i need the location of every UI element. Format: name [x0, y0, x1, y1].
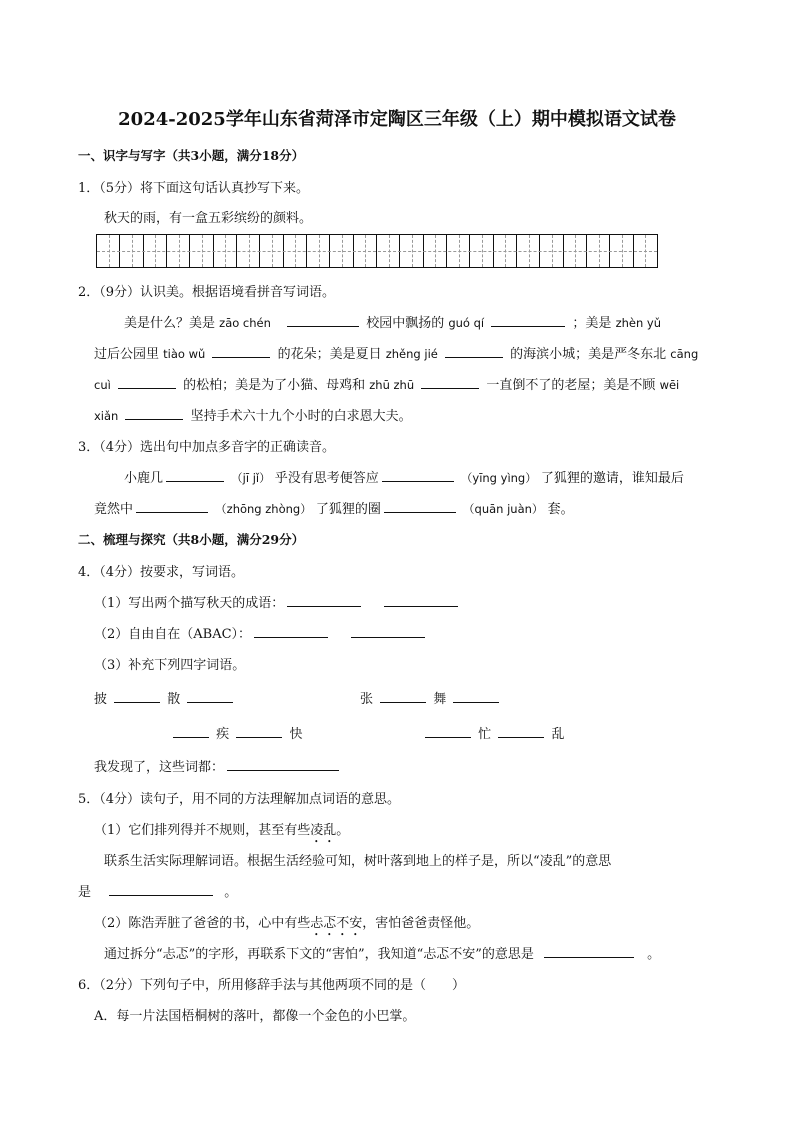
q5-sentence-1 — [94, 819, 349, 846]
answer-blank[interactable] — [287, 313, 359, 327]
answer-blank[interactable] — [109, 882, 213, 896]
q4-sub-2 — [94, 623, 428, 642]
q5-text: 。 — [224, 885, 238, 900]
q5-explain-1: 联系生活实际理解词语。根据生活经验可知，树叶落到地上的样子是，所以“凌乱”的意思 — [104, 854, 612, 869]
q2-text: 的花朵；美是夏日 — [277, 347, 382, 362]
answer-blank[interactable] — [287, 593, 361, 607]
q2-text: 一直倒不了的老屋；美是不顾 — [486, 378, 656, 393]
q3-text: 套。 — [547, 502, 574, 517]
dotted-word: 凌乱 — [310, 823, 337, 838]
q5-text: 。 — [336, 823, 350, 838]
answer-blank[interactable] — [445, 344, 503, 358]
q6-option-a[interactable]: A．每一片法国梧桐树的落叶，都像一个金色的小巴掌。 — [94, 1009, 416, 1024]
idiom-3 — [170, 723, 302, 742]
q3-text: 了狐狸的邀请，谁知最后 — [540, 471, 684, 486]
idiom-char: 散 — [167, 692, 181, 707]
q3-stem: 3．（4分）选出句中加点多音字的正确读音。 — [78, 440, 336, 455]
idiom-char: 披 — [94, 692, 108, 707]
idiom-char: 忙 — [478, 727, 492, 742]
pinyin: wēi — [659, 378, 680, 392]
q5-sentence-2 — [94, 912, 479, 939]
answer-blank[interactable] — [173, 724, 209, 738]
q2-text: 过后公园里 — [94, 347, 160, 362]
q5-explain-2 — [104, 943, 660, 962]
q3-line-1 — [124, 467, 684, 486]
idiom-char: 乱 — [551, 727, 565, 742]
q2-stem: 2．（9分）认识美。根据语境看拼音写词语。 — [78, 285, 336, 300]
q6-stem: 6．（2分）下列句子中，所用修辞手法与其他两项不同的是（ ） — [78, 978, 466, 993]
q5-text: （1）它们排列得并不规则，甚至有些 — [94, 823, 311, 838]
answer-blank[interactable] — [114, 689, 160, 703]
q3-text: 乎没有思考便答应 — [274, 471, 379, 486]
answer-blank[interactable] — [380, 689, 426, 703]
q2-line-3 — [94, 374, 679, 393]
idiom-char: 快 — [289, 727, 303, 742]
section-1-heading: 一、识字与写字（共3小题，满分18分） — [78, 148, 305, 163]
answer-blank[interactable] — [384, 499, 456, 513]
idiom-char: 疾 — [216, 727, 230, 742]
page-title: 2024-2025学年山东省菏泽市定陶区三年级（上）期中模拟语文试卷 — [118, 109, 676, 130]
q4-sub-text: （2）自由自在（ABAC）： — [94, 627, 252, 642]
q2-text: 的海滨小城；美是严冬东北 — [510, 347, 667, 362]
q4-sub-3: （3）补充下列四字词语。 — [94, 658, 246, 673]
pinyin: xiǎn — [94, 409, 119, 423]
grid-guide-line — [97, 251, 657, 252]
answer-blank[interactable] — [421, 375, 479, 389]
reading-options: （yīng yìng） — [460, 471, 537, 485]
reading-options: （zhōng zhòng） — [215, 502, 312, 516]
q3-text: 小鹿几 — [124, 471, 164, 486]
q3-text: 了狐狸的圈 — [315, 502, 381, 517]
answer-blank[interactable] — [166, 468, 224, 482]
q3-text: 竟然中 — [94, 502, 134, 517]
q4-sub-text: （1）写出两个描写秋天的成语： — [94, 596, 285, 611]
section-2-heading: 二、梳理与探究（共8小题，满分29分） — [78, 532, 305, 547]
reading-options: （jī jǐ） — [231, 471, 271, 485]
answer-blank[interactable] — [118, 375, 176, 389]
pinyin: guó qí — [448, 316, 485, 330]
pinyin: zhèn yǔ — [615, 316, 662, 330]
q5-text: ，害怕爸爸责怪他。 — [362, 916, 480, 931]
pinyin: cāng — [670, 347, 699, 361]
dotted-word: 忐忑不安 — [310, 916, 363, 931]
idiom-2 — [360, 688, 502, 707]
q1-sentence: 秋天的雨，有一盒五彩缤纷的颜料。 — [104, 211, 313, 226]
answer-blank[interactable] — [212, 344, 270, 358]
answer-blank[interactable] — [544, 944, 634, 958]
answer-blank[interactable] — [384, 593, 458, 607]
idiom-char: 舞 — [433, 692, 447, 707]
pinyin: zhū zhū — [369, 378, 415, 392]
answer-blank[interactable] — [425, 724, 471, 738]
idiom-char: 张 — [360, 692, 374, 707]
q1-stem: 1．（5分）将下面这句话认真抄写下来。 — [78, 181, 310, 196]
answer-blank[interactable] — [254, 624, 328, 638]
answer-blank[interactable] — [382, 468, 454, 482]
q4-found-text: 我发现了，这些词都： — [94, 760, 225, 775]
answer-blank[interactable] — [125, 406, 183, 420]
q5-text: 是 — [78, 885, 92, 900]
q4-found — [94, 756, 342, 775]
q5-stem: 5．（4分）读句子，用不同的方法理解加点词语的意思。 — [78, 792, 401, 807]
q2-text: ；美是 — [572, 316, 612, 331]
answer-blank[interactable] — [351, 624, 425, 638]
answer-blank[interactable] — [227, 757, 339, 771]
q2-line-2 — [94, 343, 698, 362]
q2-line-1 — [124, 312, 661, 331]
pinyin: cuì — [94, 378, 111, 392]
q2-text: 校园中飘扬的 — [366, 316, 445, 331]
q5-text: 。 — [647, 947, 661, 962]
answer-blank[interactable] — [491, 313, 565, 327]
idiom-4 — [422, 723, 564, 742]
answer-blank[interactable] — [136, 499, 208, 513]
answer-blank[interactable] — [453, 689, 499, 703]
answer-blank[interactable] — [187, 689, 233, 703]
idiom-1 — [94, 688, 236, 707]
q4-stem: 4．（4分）按要求，写词语。 — [78, 565, 245, 580]
writing-grid[interactable] — [96, 234, 658, 268]
q3-line-2 — [94, 498, 574, 517]
q2-text: 美是什么？美是 — [124, 316, 216, 331]
q5-text: （2）陈浩弄脏了爸爸的书，心中有些 — [94, 916, 311, 931]
q2-text: 的松柏；美是为了小猫、母鸡和 — [183, 378, 366, 393]
pinyin: tiào wǔ — [163, 347, 206, 361]
q2-text: 坚持手术六十九个小时的白求恩大夫。 — [190, 409, 412, 424]
pinyin: zāo chén — [219, 316, 271, 330]
reading-options: （quān juàn） — [463, 502, 544, 516]
q4-sub-1 — [94, 592, 461, 611]
q5-text: 通过拆分“忐忑”的字形，再联系下文的“害怕”，我知道“忐忑不安”的意思是 — [104, 947, 534, 962]
answer-blank[interactable] — [498, 724, 544, 738]
answer-blank[interactable] — [236, 724, 282, 738]
q2-line-4 — [94, 405, 412, 424]
q5-explain-1-answer — [78, 881, 237, 900]
pinyin: zhěng jié — [385, 347, 438, 361]
